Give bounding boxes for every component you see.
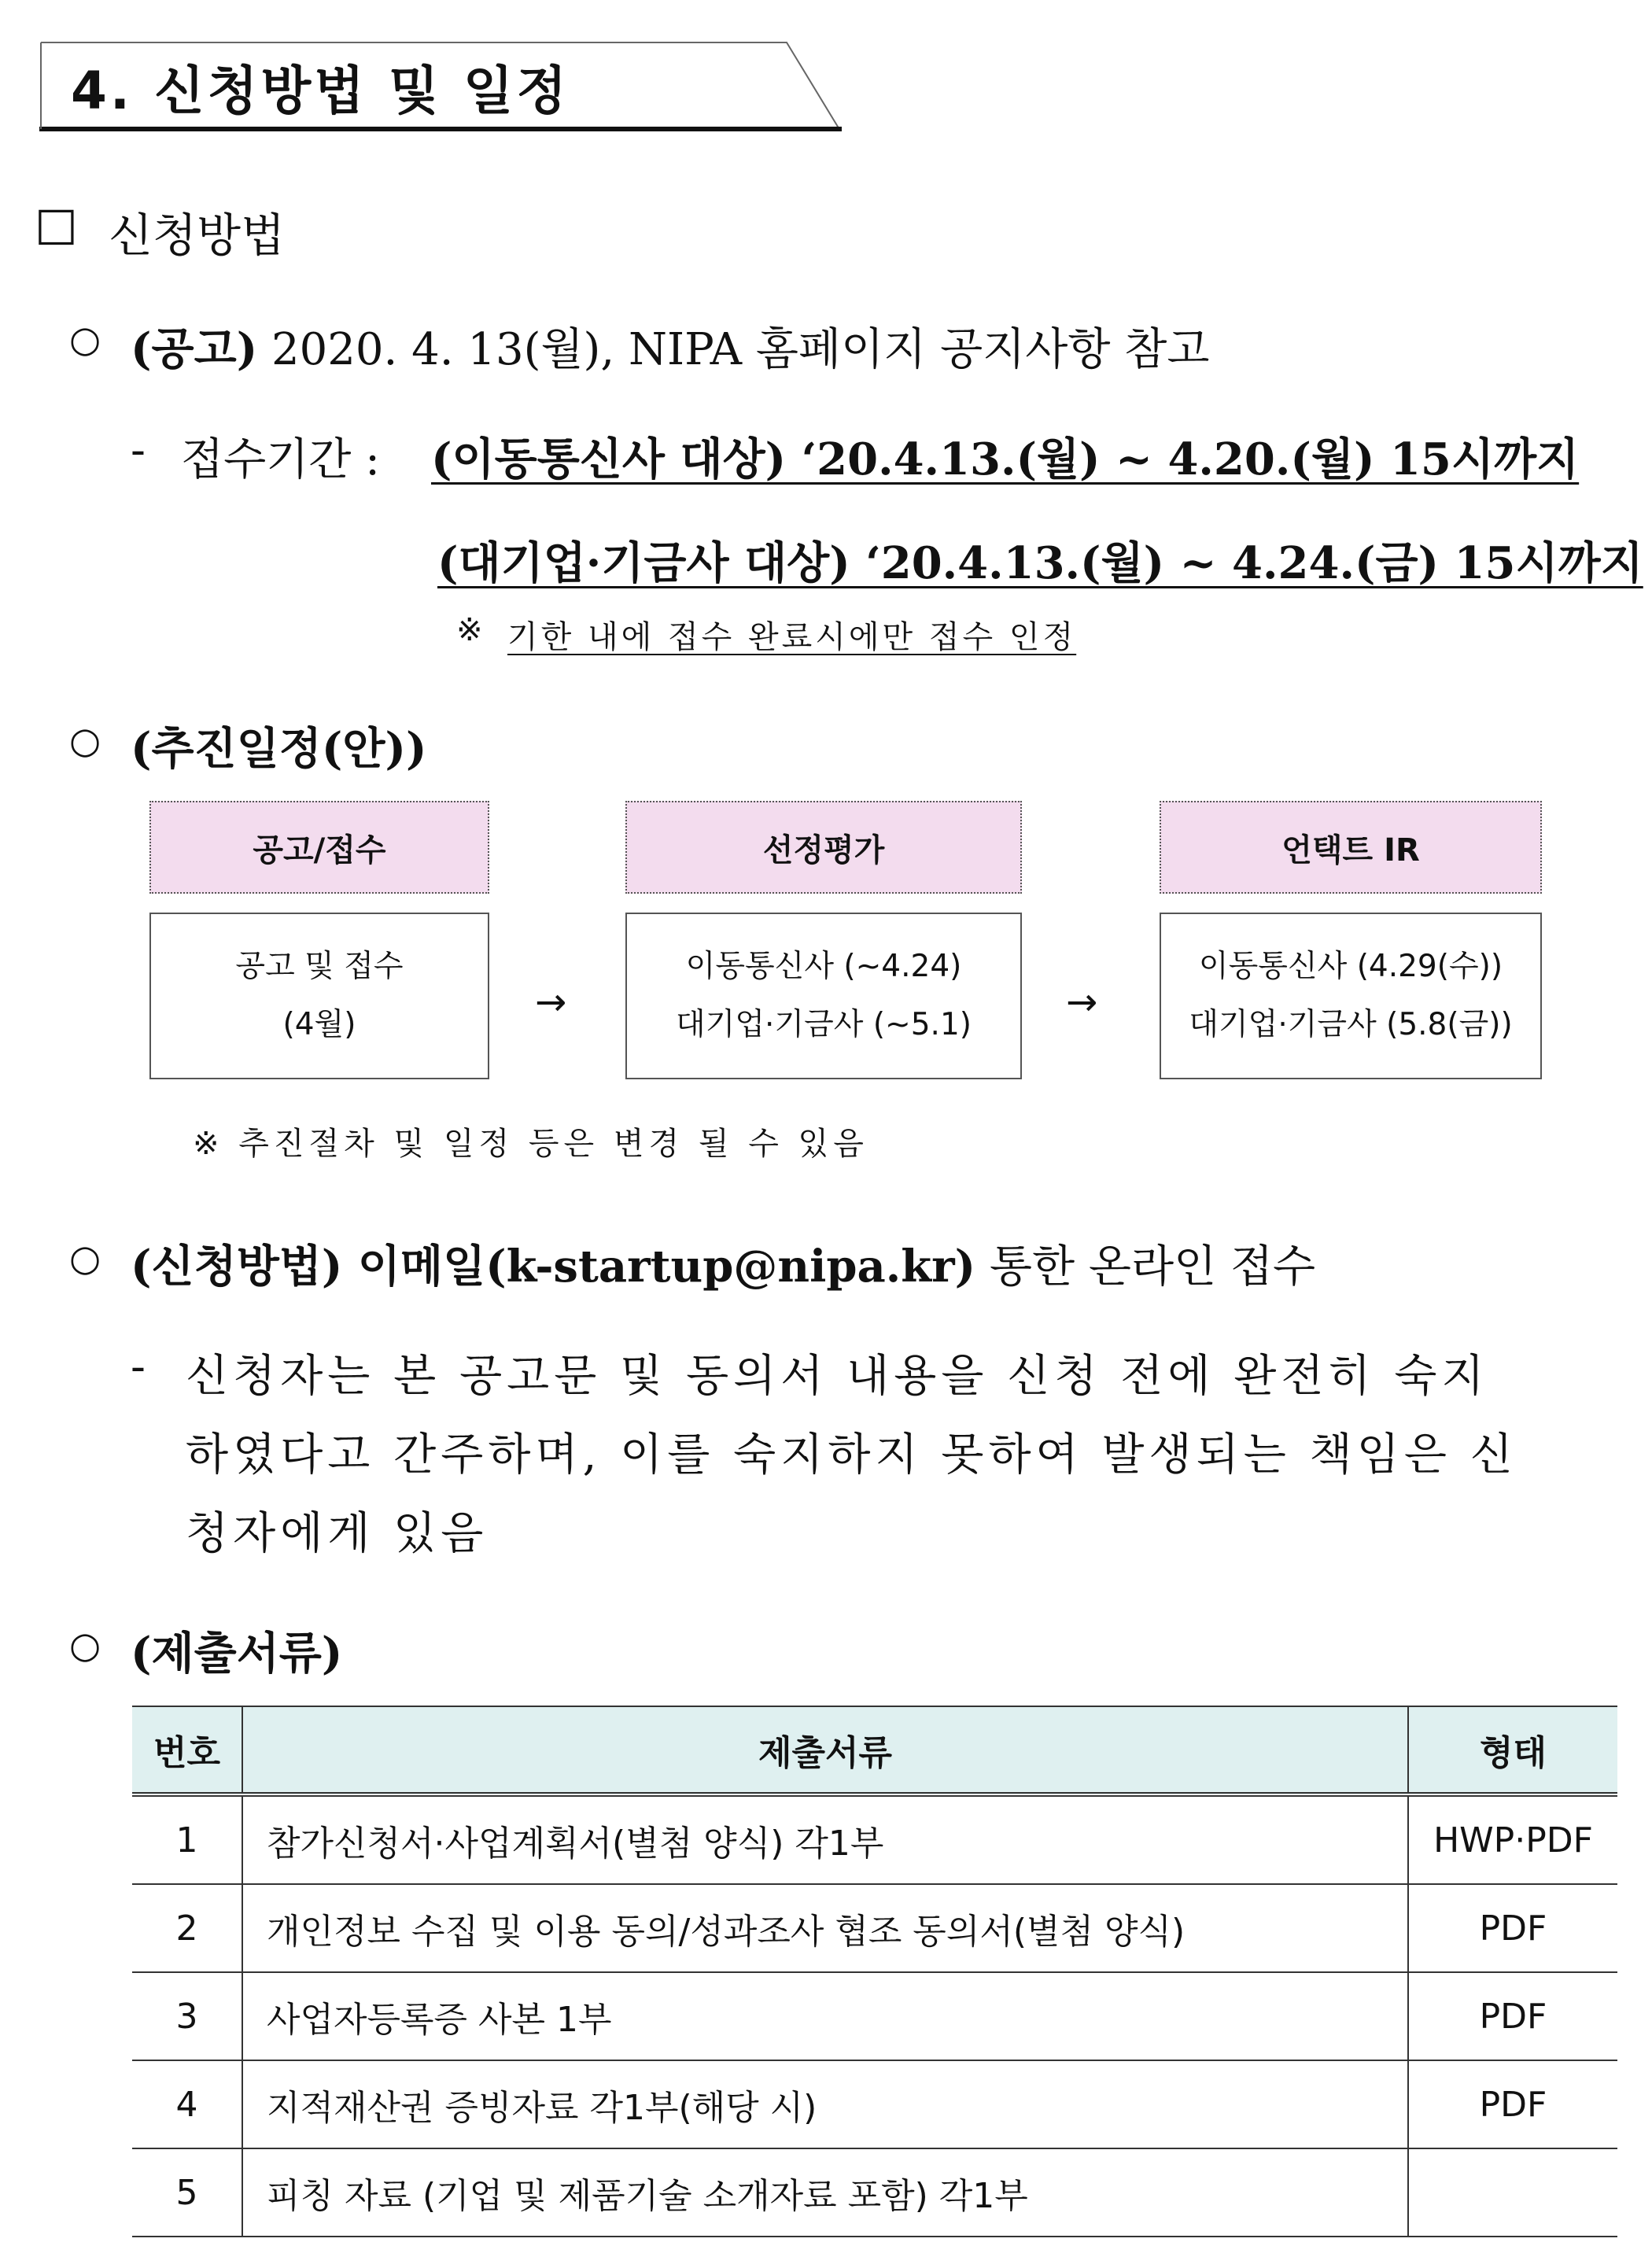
table-row	[132, 1794, 1617, 1884]
stage-detail-line: 이동통신사 (~4.24)	[685, 949, 962, 984]
column-header-document: 제출서류	[242, 1706, 1408, 1794]
subsection-title: 신청방법	[109, 208, 286, 262]
cell-format: PDF	[1408, 1884, 1617, 1972]
reception-label: 접수기간 :	[181, 434, 381, 485]
stage-detail-line: 이동통신사 (4.29(수))	[1198, 949, 1503, 984]
application-line	[131, 1232, 1315, 1295]
column-header-format: 형태	[1408, 1706, 1617, 1794]
cell-format: HWP·PDF	[1408, 1794, 1617, 1884]
documents-title: (제출서류)	[131, 1628, 343, 1680]
bullet-icon: ○	[69, 1237, 101, 1279]
stage-detail-line: 대기업·기금사 (~5.1)	[676, 1007, 972, 1042]
bullet-icon: ○	[69, 318, 101, 360]
reception-note-mark: ※	[456, 612, 483, 648]
reception-period-mobile: (이동통신사 대상) ‘20.4.13.(월) ~ 4.20.(월) 15시까지	[431, 433, 1580, 485]
table-row	[132, 2148, 1617, 2237]
bullet-icon: ○	[69, 1624, 101, 1666]
cell-number: 4	[132, 2060, 242, 2148]
application-detail-line: 하였다고 간주하며, 이를 숙지하지 못하여 발생되는 책임은 신	[186, 1429, 1517, 1481]
documents-table	[132, 1706, 1617, 2237]
notice-text: 2020. 4. 13(월), NIPA 홈페이지 공지사항 참고	[257, 324, 1210, 375]
stage-header-evaluation: 선정평가	[625, 801, 1022, 894]
cell-format	[1408, 2148, 1617, 2237]
application-detail-line: 신청자는 본 공고문 및 동의서 내용을 신청 전에 완전히 숙지	[186, 1351, 1489, 1402]
reception-note: 기한 내에 접수 완료시에만 접수 인정	[507, 619, 1077, 655]
table-row	[132, 1972, 1617, 2060]
stage-header-notice: 공고/접수	[149, 801, 489, 894]
dash-marker: -	[131, 1341, 146, 1392]
stage-detail-line: (4월)	[282, 1007, 356, 1042]
application-label: (신청방법) 이메일(k-startup@nipa.kr)	[131, 1241, 976, 1293]
reception-period-enterprise: (대기업·기금사 대상) ‘20.4.13.(월) ~ 4.24.(금) 15시까지	[437, 537, 1643, 589]
cell-number: 5	[132, 2148, 242, 2237]
stage-detail-ir	[1160, 913, 1542, 1079]
column-header-number: 번호	[132, 1706, 242, 1794]
cell-document: 지적재산권 증빙자료 각1부(해당 시)	[242, 2060, 1408, 2148]
cell-document: 참가신청서·사업계획서(별첨 양식) 각1부	[242, 1794, 1408, 1884]
cell-number: 1	[132, 1794, 242, 1884]
dash-marker: -	[131, 425, 146, 476]
cell-format: PDF	[1408, 1972, 1617, 2060]
stage-detail-line: 대기업·기금사 (5.8(금))	[1189, 1007, 1513, 1042]
table-row	[132, 2060, 1617, 2148]
table-header-row	[132, 1706, 1617, 1794]
stage-detail-line: 공고 및 접수	[235, 949, 404, 984]
stage-detail-evaluation	[625, 913, 1022, 1079]
application-text: 통한 온라인 접수	[975, 1241, 1316, 1293]
arrow-right-icon: →	[535, 980, 567, 1024]
cell-number: 3	[132, 1972, 242, 2060]
cell-number: 2	[132, 1884, 242, 1972]
schedule-note: ※ 추진절차 및 일정 등은 변경 될 수 있음	[193, 1126, 868, 1162]
arrow-right-icon: →	[1066, 980, 1098, 1024]
checkbox-icon: □	[35, 197, 78, 250]
stage-header-ir: 언택트 IR	[1160, 801, 1542, 894]
table-row	[132, 1884, 1617, 1972]
notice-label: (공고)	[131, 323, 258, 375]
application-detail-line: 청자에게 있음	[186, 1508, 489, 1559]
bullet-icon: ○	[69, 719, 101, 762]
notice-line	[131, 315, 1209, 378]
schedule-title: (추진일정(안))	[131, 723, 427, 775]
cell-document: 피칭 자료 (기업 및 제품기술 소개자료 포함) 각1부	[242, 2148, 1408, 2237]
cell-document: 개인정보 수집 및 이용 동의/성과조사 협조 동의서(별첨 양식)	[242, 1884, 1408, 1972]
stage-detail-notice	[149, 913, 489, 1079]
section-title: 4. 신청방법 및 일정	[71, 61, 570, 121]
cell-format: PDF	[1408, 2060, 1617, 2148]
cell-document: 사업자등록증 사본 1부	[242, 1972, 1408, 2060]
